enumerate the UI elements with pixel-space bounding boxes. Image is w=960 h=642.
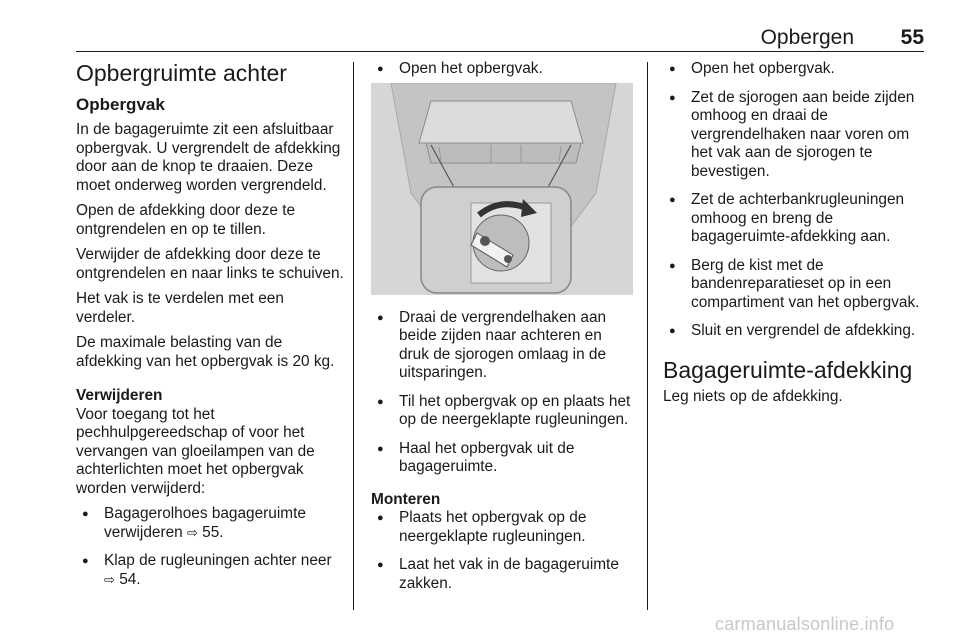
- paragraph-remove-cover: Verwijder de afdekking door deze te ontgrendelen en naar links te schuiven.: [76, 246, 344, 282]
- list-item: ● Open het opbergvak.: [663, 60, 927, 79]
- column-3: [663, 60, 927, 413]
- page-ref-link[interactable]: 55.: [202, 523, 224, 541]
- list-item: ● Open het opbergvak.: [371, 60, 635, 79]
- list-item: ● Draai de vergrendelhaken aan beide zijden naar achteren en druk de sjorogen omlaag in de uitsparingen.: [371, 309, 635, 383]
- list-item: ● Laat het vak in de bagageruimte zakken.: [371, 556, 635, 593]
- column-2: [371, 60, 635, 603]
- column-1: [76, 60, 344, 599]
- column-divider-1: [353, 62, 354, 610]
- remove-text: Voor toegang tot het pechhulpgereedschap of voor het vervangen van gloeilampen van de achterlichten moet het opbergvak worden verwijderd:: [76, 405, 315, 497]
- page-ref-arrow-icon[interactable]: ⇨: [186, 524, 198, 540]
- remove-steps: [76, 505, 344, 589]
- list-item: ● Zet de achterbankrugleuningen omhoog en breng de bagageruimte-afdekking aan.: [663, 191, 927, 247]
- page-header: [76, 26, 924, 48]
- storage-compartment-illustration: [371, 83, 633, 295]
- section-title: Opbergen: [760, 26, 854, 49]
- list-item: ● Bagagerolhoes bagageruimte verwijderen ⇨ 55.: [76, 505, 344, 542]
- page-ref-link[interactable]: 54.: [119, 570, 141, 588]
- paragraph-open: Open de afdekking door deze te ontgrendelen en op te tillen.: [76, 202, 296, 238]
- paragraph-intro: In de bagageruimte zit een afsluitbaar opbergvak. U vergrendelt de afdekking door aan de knop te draaien. Deze moet onderweg worden vergrendeld.: [76, 121, 341, 194]
- remove-heading: Verwijderen: [76, 387, 163, 404]
- section-heading: Opbergruimte achter: [76, 60, 287, 86]
- column-divider-2: [647, 62, 648, 610]
- paragraph-divider: Het vak is te verdelen met een verdeler.: [76, 290, 284, 326]
- list-item: ● Zet de sjorogen aan beide zijden omhoog en draai de vergrendelhaken naar voren om het vak aan de sjorogen te bevestigen.: [663, 89, 927, 182]
- subsection-heading: Opbergvak: [76, 95, 165, 114]
- list-item: ● Haal het opbergvak uit de bagageruimte.: [371, 440, 635, 477]
- paragraph-cover-warning: Leg niets op de afdekking.: [663, 387, 843, 405]
- section-heading-2: Bagageruimte-afdekking: [663, 356, 913, 383]
- page-number: 55: [900, 26, 924, 49]
- header-rule: [76, 51, 924, 52]
- list-item: ● Berg de kist met de bandenreparatieset op in een compartiment van het opbergvak.: [663, 257, 927, 313]
- list-item: ● Klap de rugleuningen achter neer ⇨ 54.: [76, 552, 344, 589]
- paragraph-max-load: De maximale belasting van de afdekking van het opbergvak is 20 kg.: [76, 334, 335, 370]
- list-item: ● Til het opbergvak op en plaats het op de neergeklapte rugleuningen.: [371, 393, 635, 430]
- list-item: ● Plaats het opbergvak op de neergeklapte rugleuningen.: [371, 509, 635, 546]
- watermark: carmanualsonline.info: [715, 614, 895, 634]
- list-item: ● Sluit en vergrendel de afdekking.: [663, 322, 927, 341]
- page-ref-arrow-icon[interactable]: ⇨: [104, 571, 115, 587]
- mount-heading: Monteren: [371, 490, 441, 508]
